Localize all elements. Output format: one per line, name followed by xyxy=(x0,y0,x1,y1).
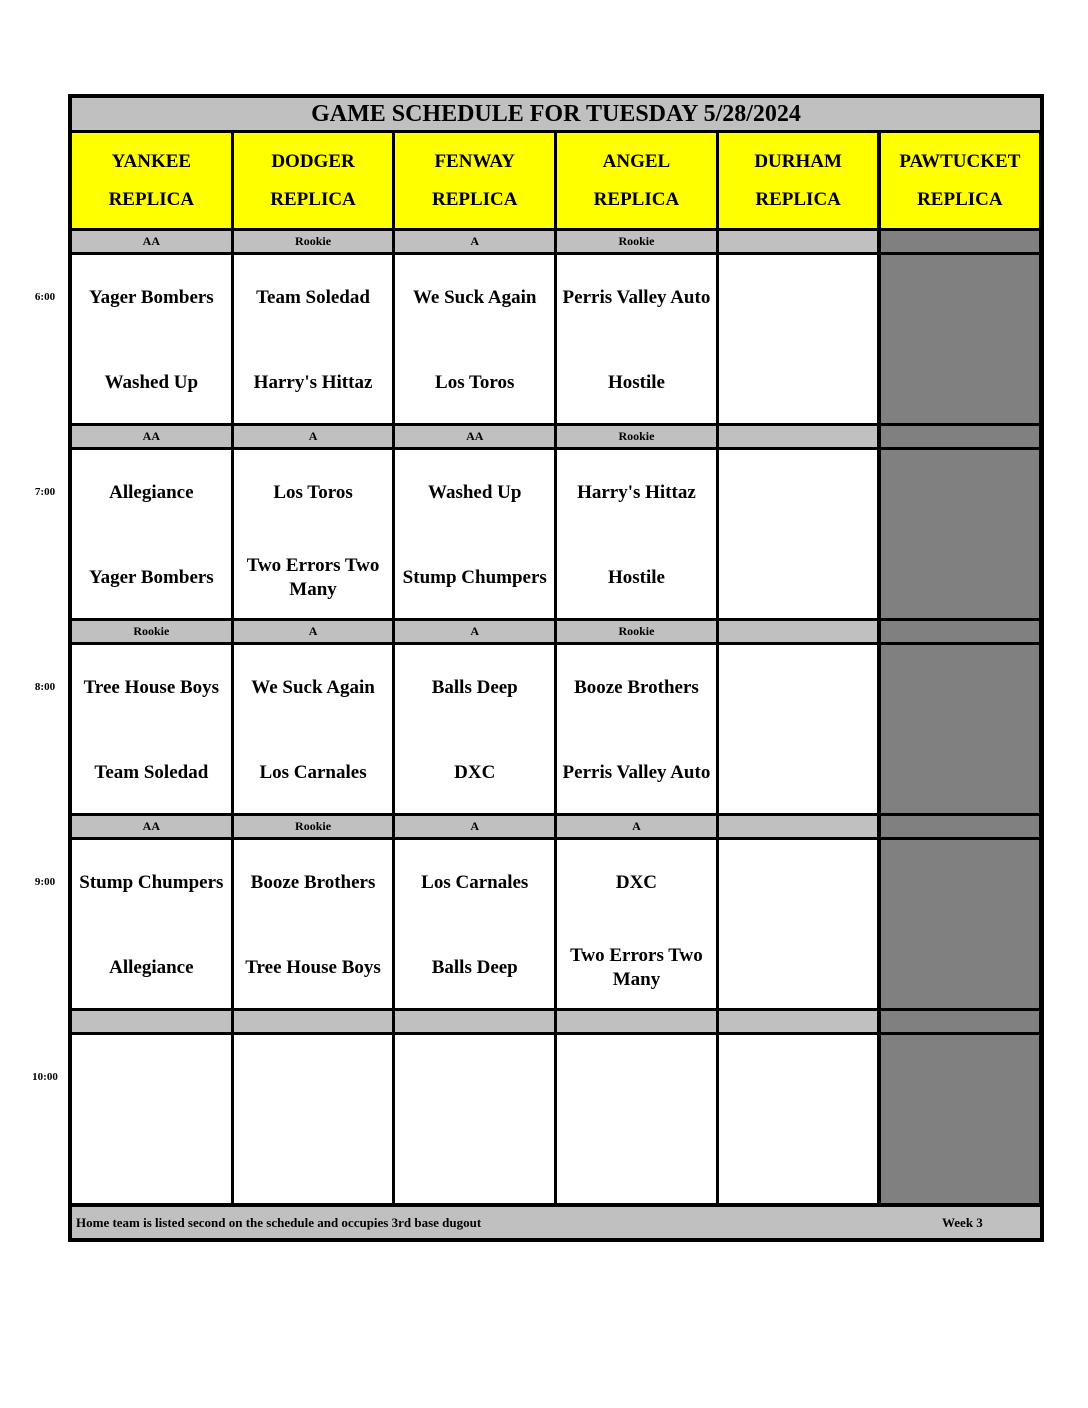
game-cell xyxy=(881,255,1040,423)
home-team xyxy=(719,536,878,620)
schedule-grid xyxy=(68,94,1044,1242)
away-team xyxy=(881,255,1040,341)
home-team xyxy=(719,1121,878,1205)
home-team xyxy=(719,341,878,425)
home-team xyxy=(881,341,1040,425)
field-subtitle: REPLICA xyxy=(593,188,680,210)
home-team: Harry's Hittaz xyxy=(253,372,373,393)
division-label xyxy=(72,1011,231,1032)
game-cell xyxy=(719,840,878,1008)
division-label: A xyxy=(557,816,716,837)
field-name: DURHAM xyxy=(754,150,842,172)
home-team xyxy=(881,1121,1040,1205)
game-cell xyxy=(881,645,1040,813)
home-team: Perris Valley Auto xyxy=(562,762,711,783)
division-label xyxy=(719,1011,878,1032)
time-label: 7:00 xyxy=(34,486,56,498)
away-team xyxy=(719,255,878,341)
field-subtitle: REPLICA xyxy=(755,188,841,210)
home-team: Stump Chumpers xyxy=(402,567,547,588)
game-cell xyxy=(395,840,554,1008)
division-label: AA xyxy=(395,426,554,447)
field-name: PAWTUCKET xyxy=(899,150,1021,172)
away-team: We Suck Again xyxy=(412,287,537,308)
field-header-dodger xyxy=(234,133,393,228)
division-label: AA xyxy=(72,426,231,447)
field-header-fenway xyxy=(395,133,554,228)
game-cell xyxy=(557,450,716,618)
home-team xyxy=(395,1121,554,1205)
away-team: Team Soledad xyxy=(256,287,370,308)
away-team: Yager Bombers xyxy=(88,287,214,308)
away-team: Stump Chumpers xyxy=(79,872,224,893)
home-team: Balls Deep xyxy=(431,957,518,978)
away-team: Tree House Boys xyxy=(83,677,220,698)
game-cell xyxy=(719,255,878,423)
home-team xyxy=(72,1121,231,1205)
division-label xyxy=(881,1011,1040,1032)
game-cell xyxy=(72,255,231,423)
game-cell xyxy=(395,255,554,423)
home-team xyxy=(881,926,1040,1010)
home-team: Allegiance xyxy=(109,957,194,978)
home-team: Yager Bombers xyxy=(88,567,214,588)
field-subtitle: REPLICA xyxy=(270,188,356,210)
away-team xyxy=(234,1035,393,1121)
away-team xyxy=(719,450,878,536)
week-label: Week 3 xyxy=(942,1214,983,1230)
home-team xyxy=(881,731,1040,815)
division-label: AA xyxy=(72,816,231,837)
away-team xyxy=(719,840,878,926)
division-label: A xyxy=(395,621,554,642)
field-name: YANKEE xyxy=(111,150,192,172)
away-team xyxy=(881,1035,1040,1121)
game-cell xyxy=(234,450,393,618)
home-team: Hostile xyxy=(607,567,665,588)
time-label: 9:00 xyxy=(34,876,56,888)
game-cell xyxy=(395,645,554,813)
time-label: 10:00 xyxy=(32,1071,58,1083)
field-header-yankee xyxy=(72,133,231,228)
game-cell xyxy=(395,1035,554,1203)
home-team xyxy=(719,926,878,1010)
home-team: Team Soledad xyxy=(94,762,209,783)
home-team: Two Errors Two Many xyxy=(570,945,703,990)
home-team: DXC xyxy=(454,762,496,783)
away-team: We Suck Again xyxy=(251,677,375,698)
time-label: 8:00 xyxy=(34,681,56,693)
field-name: FENWAY xyxy=(434,150,516,172)
game-cell xyxy=(72,450,231,618)
game-cell xyxy=(557,645,716,813)
away-team: Los Toros xyxy=(273,482,353,503)
game-cell xyxy=(881,840,1040,1008)
division-label xyxy=(719,426,878,447)
away-team: Booze Brothers xyxy=(250,872,376,893)
game-cell xyxy=(234,840,393,1008)
away-team xyxy=(395,1035,554,1121)
away-team xyxy=(881,645,1040,731)
division-label xyxy=(881,426,1040,447)
division-label xyxy=(881,621,1040,642)
division-label: A xyxy=(234,426,393,447)
away-team: Los Carnales xyxy=(421,872,529,893)
game-cell xyxy=(557,840,716,1008)
away-team: Booze Brothers xyxy=(574,677,699,698)
division-label xyxy=(881,816,1040,837)
division-label: AA xyxy=(72,231,231,252)
game-cell xyxy=(719,1035,878,1203)
home-team: Tree House Boys xyxy=(245,957,381,978)
home-team: Los Toros xyxy=(435,372,515,393)
home-team xyxy=(234,1121,393,1205)
home-team xyxy=(557,1121,716,1205)
game-cell xyxy=(881,450,1040,618)
game-cell xyxy=(557,255,716,423)
page-title: GAME SCHEDULE FOR TUESDAY 5/28/2024 xyxy=(72,98,1040,130)
time-label: 6:00 xyxy=(34,291,56,303)
home-team: Los Carnales xyxy=(259,762,367,783)
game-cell xyxy=(719,645,878,813)
field-subtitle: REPLICA xyxy=(108,188,195,210)
away-team: Balls Deep xyxy=(431,677,518,698)
game-cell xyxy=(234,255,393,423)
home-team: Hostile xyxy=(607,372,665,393)
away-team: DXC xyxy=(615,872,658,893)
away-team xyxy=(719,1035,878,1121)
footer-note: Home team is listed second on the schedule and occupies 3rd base dugout xyxy=(76,1214,482,1230)
field-subtitle: REPLICA xyxy=(917,188,1003,210)
field-name: DODGER xyxy=(271,150,355,172)
field-name: ANGEL xyxy=(602,150,671,172)
field-subtitle: REPLICA xyxy=(431,188,518,210)
game-cell xyxy=(72,840,231,1008)
home-team: Washed Up xyxy=(104,372,199,393)
division-label: Rookie xyxy=(72,621,231,642)
away-team: Perris Valley Auto xyxy=(562,287,711,308)
home-team xyxy=(719,731,878,815)
footer-band xyxy=(72,1207,1040,1238)
game-cell xyxy=(881,1035,1040,1203)
division-label: Rookie xyxy=(234,231,393,252)
division-label: Rookie xyxy=(557,621,716,642)
field-header-angel xyxy=(557,133,716,228)
field-header-pawtucket xyxy=(881,133,1040,228)
away-team: Harry's Hittaz xyxy=(577,482,696,503)
game-cell xyxy=(395,450,554,618)
game-cell xyxy=(72,645,231,813)
division-label xyxy=(719,621,878,642)
division-label: Rookie xyxy=(557,231,716,252)
division-label xyxy=(719,816,878,837)
division-label xyxy=(881,231,1040,252)
away-team xyxy=(557,1035,716,1121)
division-label: A xyxy=(234,621,393,642)
away-team: Allegiance xyxy=(109,482,194,503)
division-label: A xyxy=(395,816,554,837)
away-team xyxy=(881,840,1040,926)
away-team xyxy=(72,1035,231,1121)
game-cell xyxy=(234,1035,393,1203)
game-cell xyxy=(72,1035,231,1203)
game-cell xyxy=(719,450,878,618)
away-team xyxy=(881,450,1040,536)
home-team xyxy=(881,536,1040,620)
division-label xyxy=(395,1011,554,1032)
division-label: A xyxy=(395,231,554,252)
division-label xyxy=(234,1011,393,1032)
away-team xyxy=(719,645,878,731)
division-label: Rookie xyxy=(557,426,716,447)
division-label xyxy=(719,231,878,252)
division-label xyxy=(557,1011,716,1032)
game-cell xyxy=(234,645,393,813)
field-header-durham xyxy=(719,133,878,228)
division-label: Rookie xyxy=(234,816,393,837)
away-team: Washed Up xyxy=(428,482,522,503)
game-cell xyxy=(557,1035,716,1203)
home-team: Two Errors Two Many xyxy=(246,555,380,600)
